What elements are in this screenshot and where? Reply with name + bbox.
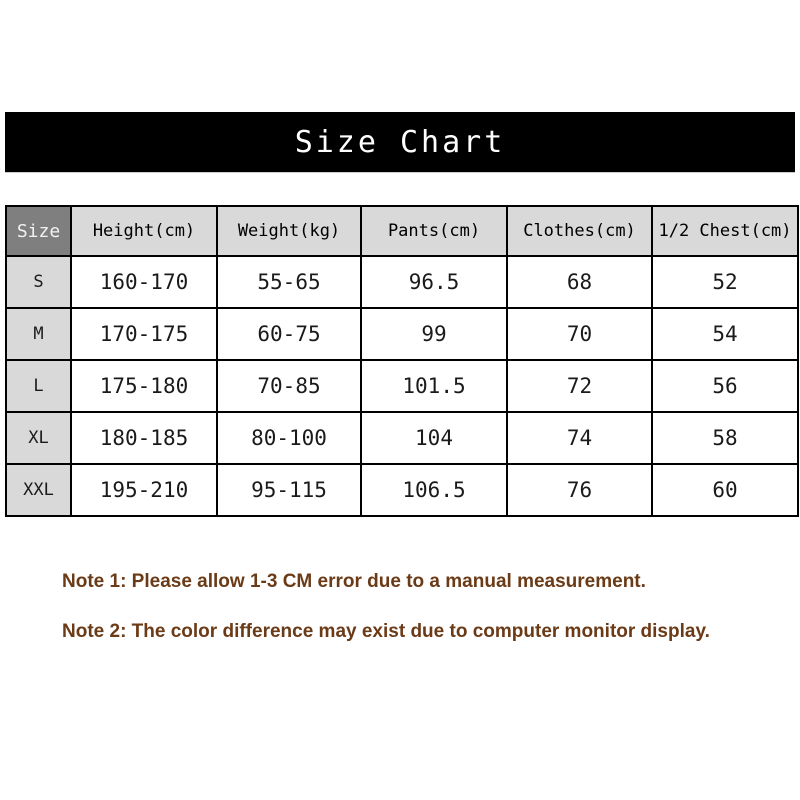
table-cell: 76 (507, 464, 652, 516)
table-cell: 72 (507, 360, 652, 412)
table-cell: 160-170 (71, 256, 217, 308)
size-label: L (6, 360, 71, 412)
header-cell-clothes: Clothes(cm) (507, 206, 652, 256)
title-banner (5, 112, 795, 173)
table-row-s (6, 256, 798, 308)
table-cell: 96.5 (361, 256, 507, 308)
table-header-row (6, 206, 798, 256)
size-label: XL (6, 412, 71, 464)
size-label: XXL (6, 464, 71, 516)
header-cell-weight: Weight(kg) (217, 206, 361, 256)
table-cell: 95-115 (217, 464, 361, 516)
table-row-xxl (6, 464, 798, 516)
table-cell: 80-100 (217, 412, 361, 464)
table-cell: 99 (361, 308, 507, 360)
page-title: Size Chart (294, 124, 506, 160)
table-cell: 55-65 (217, 256, 361, 308)
table-cell: 195-210 (71, 464, 217, 516)
table-cell: 70-85 (217, 360, 361, 412)
table-cell: 52 (652, 256, 798, 308)
size-table (5, 205, 799, 517)
table-cell: 180-185 (71, 412, 217, 464)
table-cell: 54 (652, 308, 798, 360)
table-cell: 104 (361, 412, 507, 464)
header-cell-height: Height(cm) (71, 206, 217, 256)
note-2: Note 2: The color difference may exist due to computer monitor display. (62, 621, 710, 642)
table-cell: 68 (507, 256, 652, 308)
table-cell: 74 (507, 412, 652, 464)
header-cell-pants: Pants(cm) (361, 206, 507, 256)
table-cell: 106.5 (361, 464, 507, 516)
header-cell-size: Size (6, 206, 71, 256)
size-label: S (6, 256, 71, 308)
size-label: M (6, 308, 71, 360)
notes-section (62, 570, 762, 670)
table-cell: 60-75 (217, 308, 361, 360)
table-cell: 56 (652, 360, 798, 412)
table-cell: 101.5 (361, 360, 507, 412)
table-cell: 170-175 (71, 308, 217, 360)
header-cell-half-chest: 1/2 Chest(cm) (652, 206, 798, 256)
table-cell: 58 (652, 412, 798, 464)
table-row-m (6, 308, 798, 360)
table-cell: 175-180 (71, 360, 217, 412)
table-cell: 70 (507, 308, 652, 360)
table-cell: 60 (652, 464, 798, 516)
table-row-xl (6, 412, 798, 464)
note-1: Note 1: Please allow 1-3 CM error due to a manual measurement. (62, 571, 646, 592)
table-row-l (6, 360, 798, 412)
